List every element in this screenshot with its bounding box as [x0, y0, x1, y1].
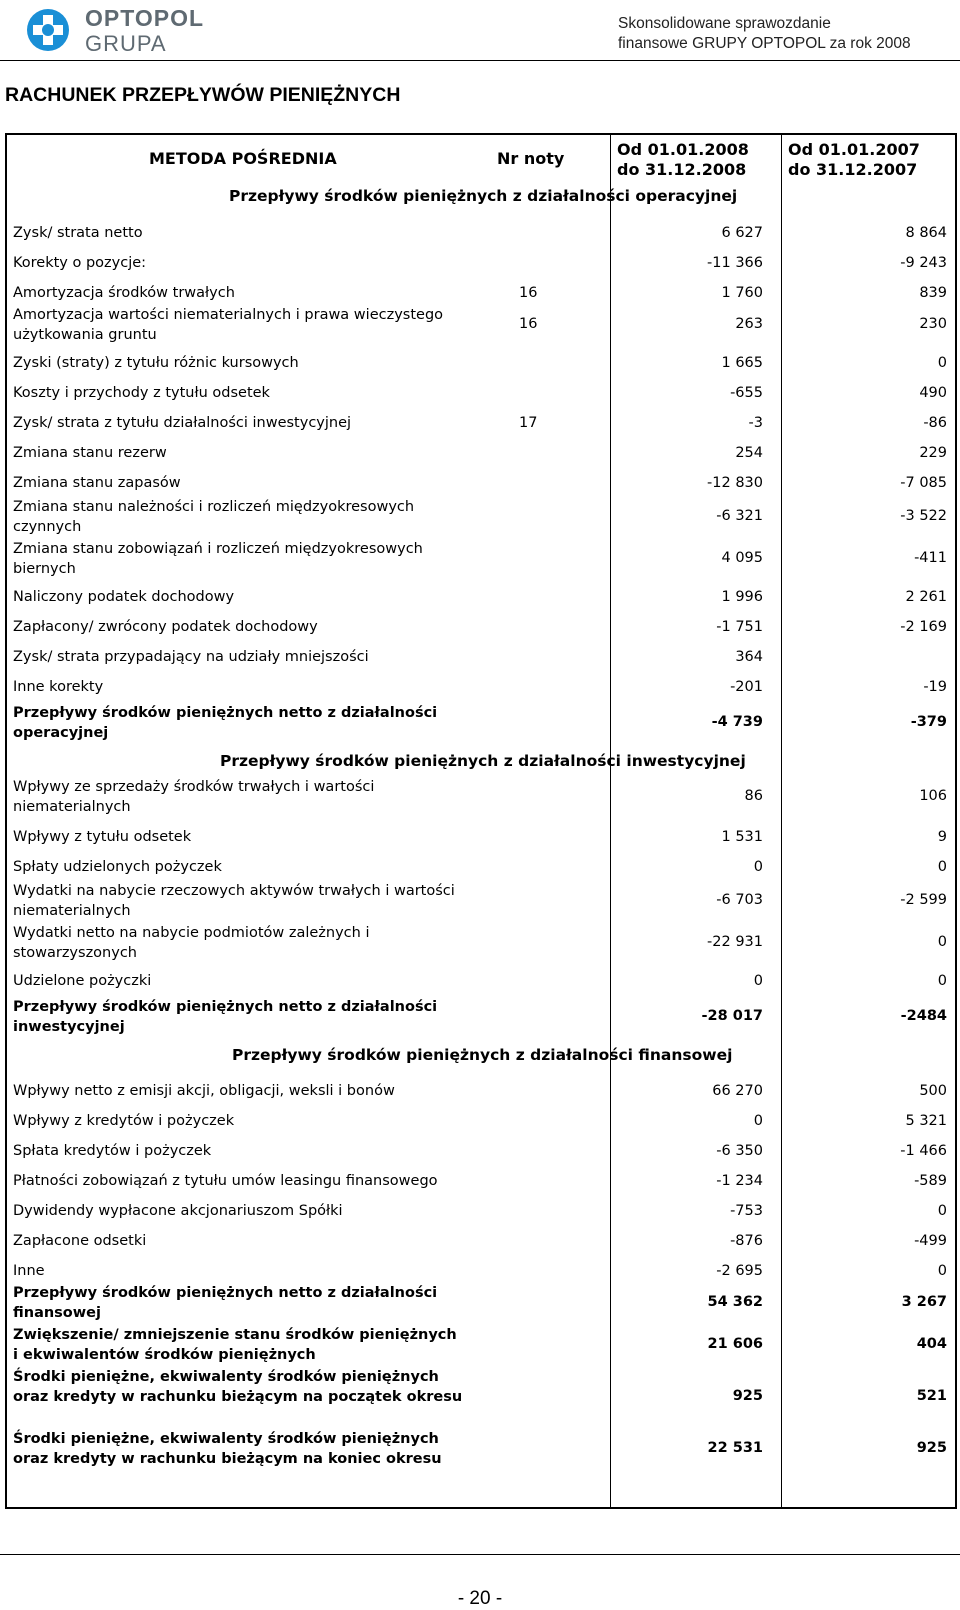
row-value-2008: 1 996: [721, 589, 763, 605]
table-row: [7, 1231, 955, 1255]
row-label: Przepływy środków pieniężnych netto z działalności inwestycyjnej: [13, 999, 438, 1035]
row-label: Naliczony podatek dochodowy: [13, 589, 235, 605]
period-2007-header: [788, 140, 920, 180]
table-row: [7, 997, 955, 1039]
row-value-2007: -499: [914, 1233, 947, 1249]
row-value-2008: 1 760: [721, 285, 763, 301]
row-value-2007: 0: [937, 934, 947, 950]
row-label: Płatności zobowiązań z tytułu umów leasingu finansowego: [13, 1173, 438, 1189]
row-value-2007: 925: [916, 1440, 947, 1456]
table-row: [7, 587, 955, 611]
period-2007-from: Od 01.01.2007: [788, 140, 920, 159]
row-value-2007: 8 864: [905, 225, 947, 241]
report-title-line1: Skonsolidowane sprawozdanie: [618, 15, 831, 32]
table-row: [7, 1201, 955, 1225]
row-label: Wpływy z kredytów i pożyczek: [13, 1113, 235, 1129]
table-row: [7, 253, 955, 277]
row-label: Zyski (straty) z tytułu różnic kursowych: [13, 355, 299, 371]
row-value-2008: 66 270: [712, 1083, 763, 1099]
table-row: [7, 413, 955, 437]
row-label: Dywidendy wypłacone akcjonariuszom Spółki: [13, 1203, 343, 1219]
row-label: Amortyzacja środków trwałych: [13, 285, 235, 301]
table-row: [7, 1141, 955, 1165]
row-value-2007: 404: [916, 1336, 947, 1352]
table-row: [7, 443, 955, 467]
row-value-2007: 230: [919, 316, 947, 332]
row-label: Zapłacony/ zwrócony podatek dochodowy: [13, 619, 318, 635]
row-label: Wpływy netto z emisji akcji, obligacji, weksli i bonów: [13, 1083, 395, 1099]
row-value-2007: -411: [914, 550, 947, 566]
row-value-2007: -7 085: [900, 475, 947, 491]
row-value-2007: -2 599: [900, 892, 947, 908]
section-financing: Przepływy środków pieniężnych z działalności finansowej: [232, 1046, 733, 1064]
table-row: [7, 881, 955, 923]
row-value-2008: 22 531: [707, 1440, 763, 1456]
row-value-2007: 9: [937, 829, 947, 845]
row-value-2008: 54 362: [707, 1294, 763, 1310]
report-title-line2: finansowe GRUPY OPTOPOL za rok 2008: [618, 35, 911, 52]
row-label: Przepływy środków pieniężnych netto z działalności finansowej: [13, 1285, 438, 1321]
row-value-2008: 21 606: [707, 1336, 763, 1352]
table-row: [7, 617, 955, 641]
table-row: [7, 353, 955, 377]
row-value-2008: 1 665: [721, 355, 763, 371]
table-row: [7, 383, 955, 407]
row-label: Spłaty udzielonych pożyczek: [13, 859, 222, 875]
table-row: [7, 1429, 955, 1471]
row-value-2008: 364: [735, 649, 763, 665]
row-label: Wydatki netto na nabycie podmiotów zależnych i stowarzyszonych: [13, 925, 370, 961]
row-label: Zmiana stanu rezerw: [13, 445, 167, 461]
table-row: [7, 283, 955, 307]
row-value-2007: 2 261: [905, 589, 947, 605]
row-value-2008: 1 531: [721, 829, 763, 845]
row-value-2008: -1 751: [716, 619, 763, 635]
row-value-2007: 3 267: [901, 1294, 947, 1310]
row-value-2008: 4 095: [721, 550, 763, 566]
row-value-2007: 0: [937, 859, 947, 875]
table-row: [7, 1081, 955, 1105]
table-row: [7, 223, 955, 247]
table-row: [7, 1367, 955, 1429]
row-value-2007: -379: [910, 714, 947, 730]
row-value-2007: 0: [937, 973, 947, 989]
row-value-2007: 229: [919, 445, 947, 461]
period-2008-header: [617, 140, 749, 180]
row-label: Koszty i przychody z tytułu odsetek: [13, 385, 270, 401]
row-label: Zmiana stanu zapasów: [13, 475, 181, 491]
row-value-2008: -1 234: [716, 1173, 763, 1189]
table-row: [7, 473, 955, 497]
row-value-2007: 0: [937, 1263, 947, 1279]
row-label: Udzielone pożyczki: [13, 973, 152, 989]
table-row: [7, 539, 955, 581]
row-value-2008: -876: [730, 1233, 763, 1249]
section-investing: Przepływy środków pieniężnych z działalności inwestycyjnej: [220, 752, 746, 770]
row-value-2007: -589: [914, 1173, 947, 1189]
row-value-2008: -28 017: [701, 1008, 763, 1024]
table-row: [7, 305, 955, 347]
row-value-2008: -753: [730, 1203, 763, 1219]
row-label: Inne: [13, 1263, 45, 1279]
table-row: [7, 1171, 955, 1195]
row-value-2007: 5 321: [905, 1113, 947, 1129]
page-header: [0, 0, 960, 62]
section-operating: Przepływy środków pieniężnych z działalności operacyjnej: [229, 187, 738, 205]
row-label: Wydatki na nabycie rzeczowych aktywów trwałych i wartości niematerialnych: [13, 883, 455, 919]
row-value-2007: 106: [919, 788, 947, 804]
row-value-2008: -22 931: [707, 934, 763, 950]
row-label: Wpływy z tytułu odsetek: [13, 829, 192, 845]
row-value-2007: -1 466: [900, 1143, 947, 1159]
row-label: Zmiana stanu należności i rozliczeń międzyokresowych czynnych: [13, 499, 415, 535]
table-row: [7, 497, 955, 539]
row-value-2008: -201: [730, 679, 763, 695]
row-value-2008: -11 366: [707, 255, 763, 271]
table-row: [7, 1325, 955, 1367]
period-2008-from: Od 01.01.2008: [617, 140, 749, 159]
row-value-2008: 0: [753, 859, 763, 875]
table-row: [7, 677, 955, 701]
table-row: [7, 827, 955, 851]
row-value-2007: -2 169: [900, 619, 947, 635]
row-label: Zysk/ strata netto: [13, 225, 143, 241]
row-label: Zmiana stanu zobowiązań i rozliczeń międzyokresowych biernych: [13, 541, 423, 577]
row-note: 17: [519, 415, 538, 431]
row-value-2007: -86: [923, 415, 947, 431]
method-header: METODA POŚREDNIA: [149, 149, 337, 168]
row-label: Zwiększenie/ zmniejszenie stanu środków pieniężnych i ekwiwalentów środków pieniężnych: [13, 1327, 457, 1363]
period-2008-to: do 31.12.2008: [617, 160, 747, 179]
period-2007-to: do 31.12.2007: [788, 160, 918, 179]
row-value-2008: -6 321: [716, 508, 763, 524]
table-row: [7, 971, 955, 995]
row-label: Korekty o pozycje:: [13, 255, 147, 271]
row-value-2008: 6 627: [721, 225, 763, 241]
row-value-2008: -2 695: [716, 1263, 763, 1279]
table-row: [7, 923, 955, 965]
table-row: [7, 857, 955, 881]
table-row: [7, 1111, 955, 1135]
table-row: [7, 1283, 955, 1325]
row-value-2008: 0: [753, 973, 763, 989]
row-note: 16: [519, 285, 538, 301]
row-value-2007: 0: [937, 1203, 947, 1219]
row-label: Amortyzacja wartości niematerialnych i prawa wieczystego użytkowania gruntu: [13, 307, 444, 343]
row-note: 16: [519, 316, 538, 332]
row-value-2008: -655: [730, 385, 763, 401]
footer-divider: [0, 1554, 960, 1555]
table-row: [7, 647, 955, 671]
table-row: [7, 1261, 955, 1285]
report-title: [618, 14, 936, 54]
row-value-2007: 839: [919, 285, 947, 301]
row-value-2008: -12 830: [707, 475, 763, 491]
optopol-logo: [25, 5, 225, 55]
row-value-2008: 263: [735, 316, 763, 332]
logo-mark-icon: [25, 5, 77, 55]
row-label: Inne korekty: [13, 679, 104, 695]
row-value-2008: -4 739: [711, 714, 763, 730]
row-value-2007: 490: [919, 385, 947, 401]
row-value-2007: 521: [916, 1388, 947, 1404]
row-value-2007: 0: [937, 355, 947, 371]
row-value-2007: -19: [923, 679, 947, 695]
row-label: Zysk/ strata z tytułu działalności inwestycyjnej: [13, 415, 352, 431]
row-value-2008: -6 350: [716, 1143, 763, 1159]
row-label: Środki pieniężne, ekwiwalenty środków pieniężnych oraz kredyty w rachunku bieżącym na początek okresu: [13, 1369, 463, 1405]
page-number: - 20 -: [457, 1588, 503, 1609]
row-label: Przepływy środków pieniężnych netto z działalności operacyjnej: [13, 705, 438, 741]
row-value-2007: -2484: [900, 1008, 947, 1024]
row-label: Zysk/ strata przypadający na udziały mniejszości: [13, 649, 369, 665]
row-value-2008: 925: [732, 1388, 763, 1404]
page-title: RACHUNEK PRZEPŁYWÓW PIENIĘŻNYCH: [5, 84, 401, 106]
row-value-2007: -3 522: [900, 508, 947, 524]
row-label: Środki pieniężne, ekwiwalenty środków pieniężnych oraz kredyty w rachunku bieżącym na koniec okresu: [13, 1431, 442, 1467]
row-value-2007: 500: [919, 1083, 947, 1099]
table-row: [7, 777, 955, 819]
table-row: [7, 703, 955, 745]
cash-flow-table: [5, 133, 957, 1509]
header-divider: [0, 60, 960, 61]
brand-sub: GRUPA: [85, 31, 167, 56]
row-label: Spłata kredytów i pożyczek: [13, 1143, 212, 1159]
row-value-2008: 254: [735, 445, 763, 461]
row-value-2008: 0: [753, 1113, 763, 1129]
note-column-header: Nr noty: [497, 149, 565, 168]
row-value-2008: -3: [748, 415, 763, 431]
row-value-2007: -9 243: [900, 255, 947, 271]
row-value-2008: -6 703: [716, 892, 763, 908]
row-label: Wpływy ze sprzedaży środków trwałych i wartości niematerialnych: [13, 779, 375, 815]
brand-name: OPTOPOL: [85, 5, 205, 31]
row-value-2008: 86: [744, 788, 763, 804]
row-label: Zapłacone odsetki: [13, 1233, 147, 1249]
